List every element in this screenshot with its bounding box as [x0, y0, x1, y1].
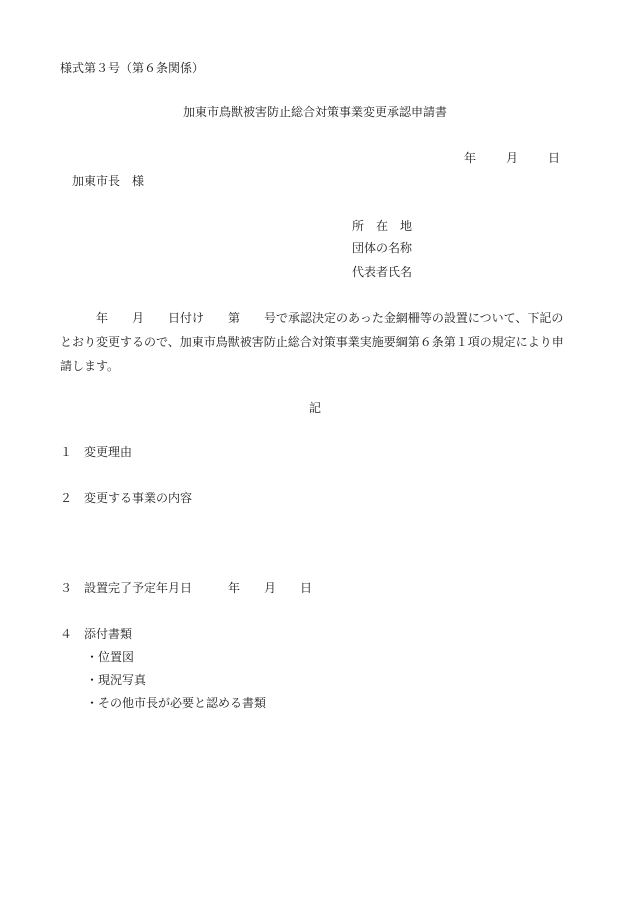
- item-label: 設置完了予定年月日: [84, 581, 193, 595]
- item-label: 変更する事業の内容: [84, 491, 193, 505]
- ki-heading: 記: [308, 401, 321, 415]
- applicant-rep-label: 代表者氏名: [352, 265, 413, 279]
- applicant-org-label: 団体の名称: [352, 241, 413, 255]
- item-date: 年 月 日: [228, 581, 313, 595]
- item-label: 変更理由: [84, 445, 133, 459]
- item-number: ２: [60, 491, 73, 505]
- document-title: 加東市鳥獣被害防止総合対策事業変更承認申請書: [182, 105, 447, 119]
- attachment-location-map: ・位置図: [86, 650, 135, 664]
- item-attachments: [60, 626, 132, 642]
- attachment-other-documents: ・その他市長が必要と認める書類: [86, 696, 267, 710]
- date-year: 年: [464, 151, 477, 165]
- date-day: 日: [548, 151, 561, 165]
- date-month: 月: [506, 151, 519, 165]
- body-text: 年 月 日付け 第 号で承認決定のあった金網柵等の設置について、下記のとおり変更するので、加東市鳥獣被害防止総合対策事業実施要綱第６条第１項の規定により申請します。: [60, 311, 564, 373]
- addressee: 加東市長 様: [72, 174, 145, 188]
- item-change-reason: [60, 444, 132, 460]
- item-completion-date: [60, 580, 312, 596]
- item-changed-content: [60, 490, 192, 506]
- item-label: 添付書類: [84, 627, 133, 641]
- date-line: [464, 150, 560, 166]
- item-number: １: [60, 445, 73, 459]
- applicant-address-label: 所 在 地: [352, 219, 413, 233]
- item-number: ４: [60, 627, 73, 641]
- form-number: 様式第３号（第６条関係）: [60, 61, 205, 75]
- item-number: ３: [60, 581, 73, 595]
- attachment-current-photos: ・現況写真: [86, 673, 147, 687]
